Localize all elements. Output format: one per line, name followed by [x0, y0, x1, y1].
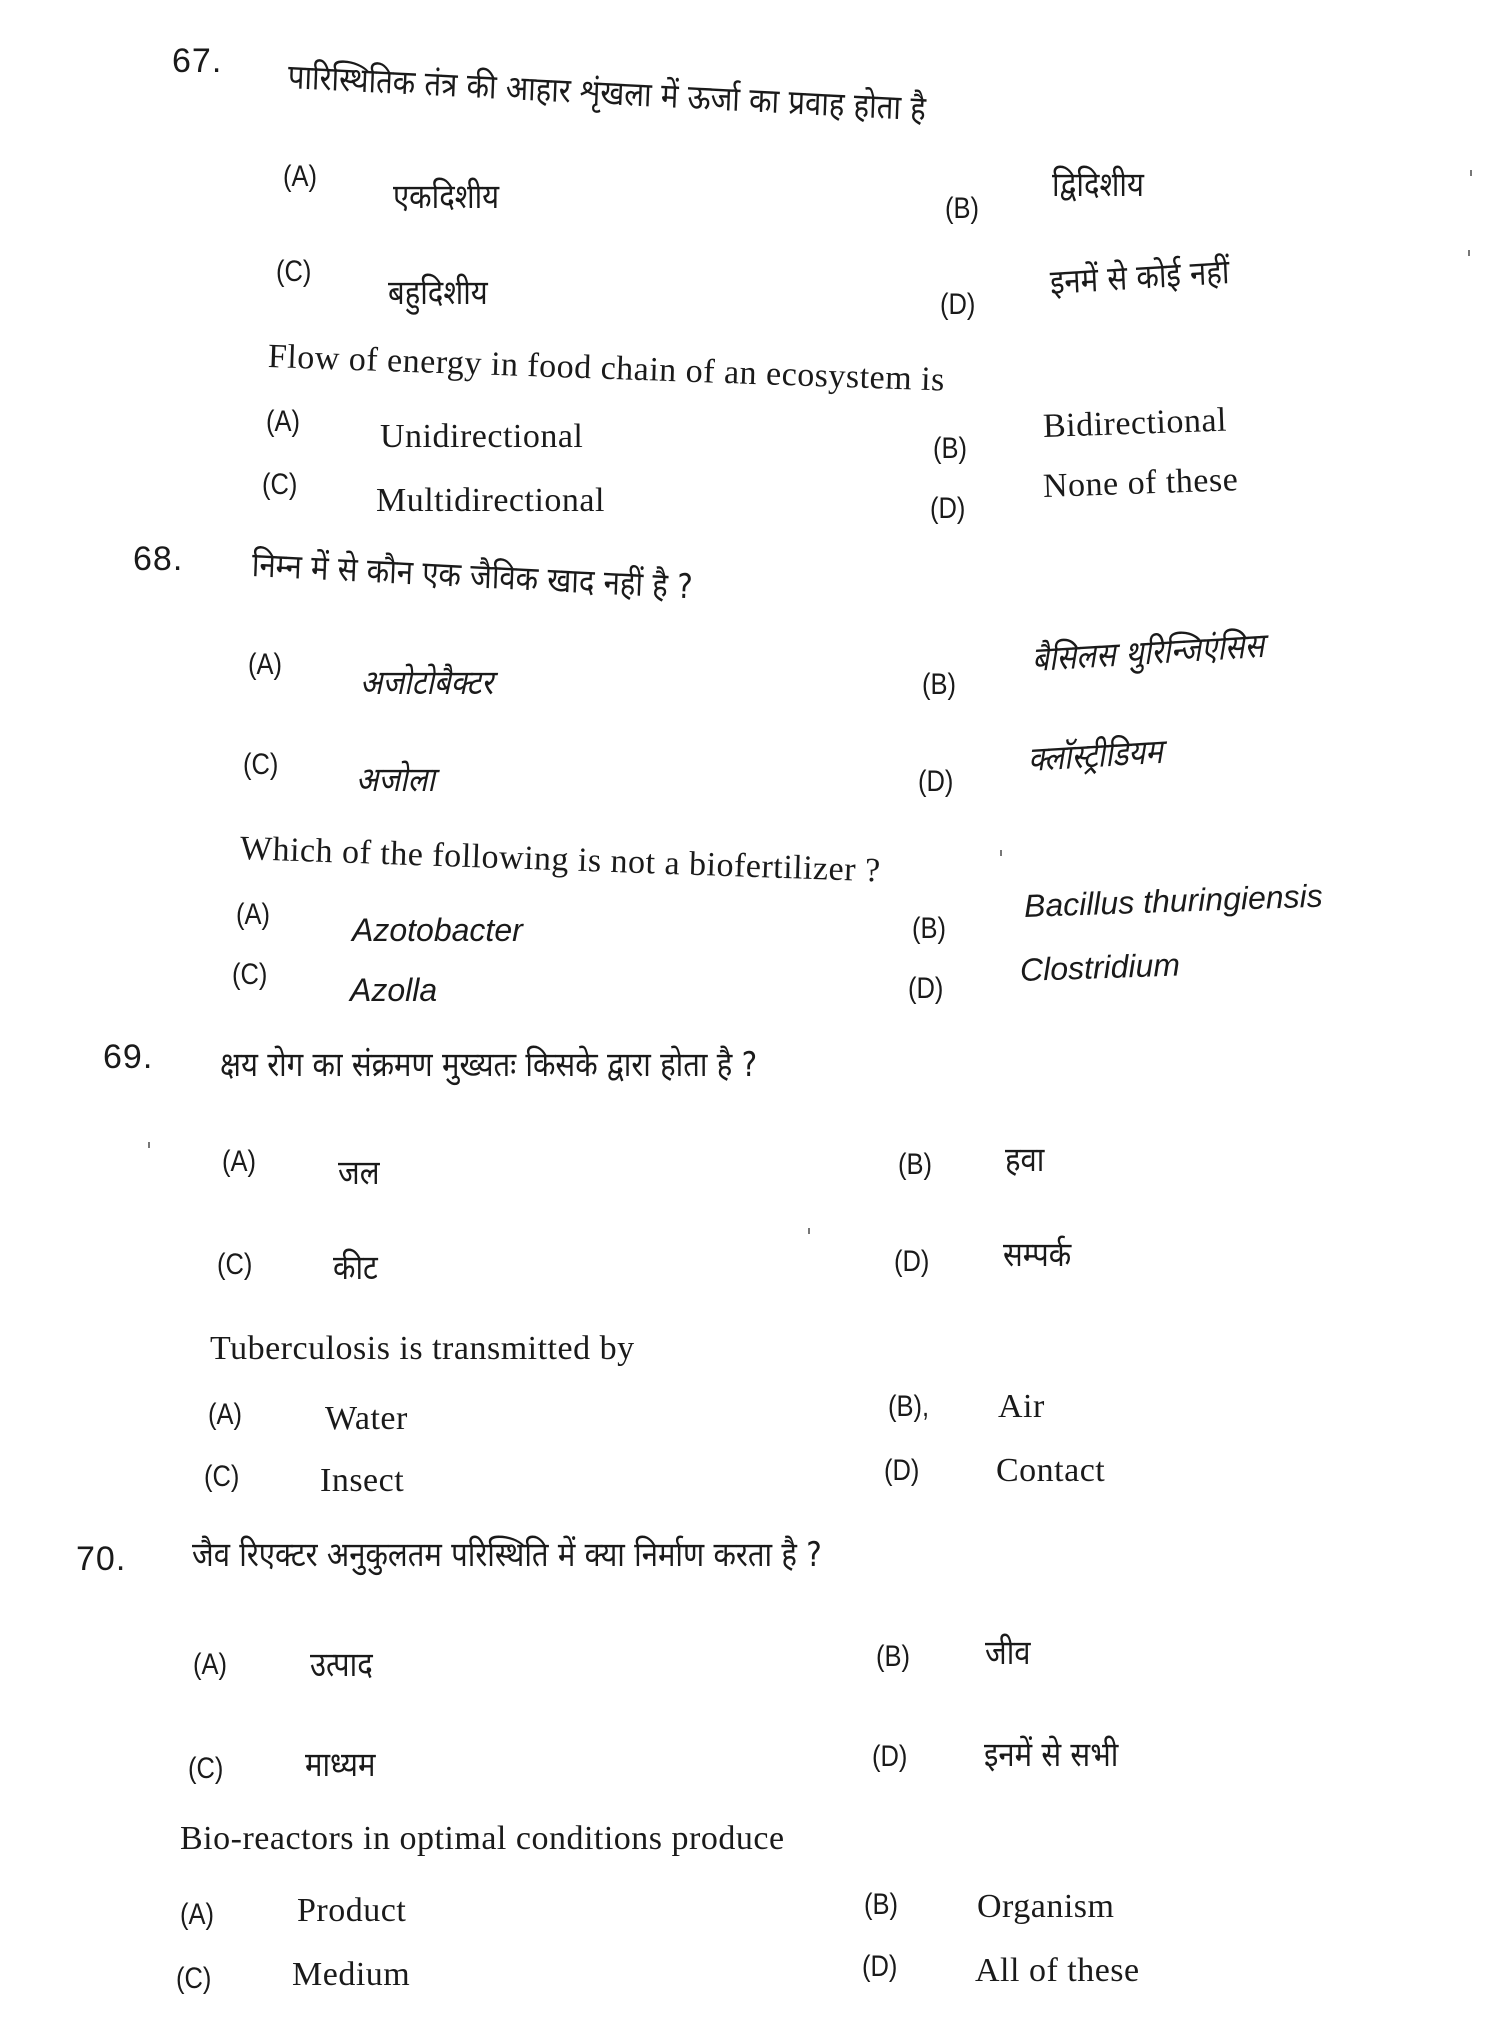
option-label: (A) [283, 160, 317, 193]
option-text: इनमें से कोई नहीं [1049, 252, 1231, 303]
option-label: (C) [204, 1460, 240, 1493]
option-text: Organism [977, 1888, 1115, 1925]
option-text: All of these [975, 1952, 1140, 1989]
option-label: (D) [884, 1454, 920, 1487]
option-text: None of these [1042, 461, 1239, 505]
option-text: इनमें से सभी [984, 1735, 1119, 1775]
option-label: (B), [888, 1390, 930, 1423]
scan-speck [148, 1142, 150, 1148]
option-text: Clostridium [1019, 946, 1181, 988]
option-label: (B) [933, 432, 967, 465]
option-label: (B) [912, 912, 946, 945]
scan-speck [808, 1228, 810, 1234]
option-text: सम्पर्क [1003, 1235, 1072, 1275]
option-label: (D) [872, 1740, 908, 1773]
option-label: (D) [940, 288, 976, 321]
option-label: (C) [232, 958, 268, 991]
option-label: (C) [188, 1752, 224, 1785]
question-text-english: Flow of energy in food chain of an ecosystem is [267, 338, 946, 399]
option-text: Azotobacter [352, 912, 523, 948]
option-text: एकदिशीय [393, 177, 500, 217]
question-text-english: Tuberculosis is transmitted by [210, 1330, 635, 1367]
question-text-hindi: क्षय रोग का संक्रमण मुख्यतः किसके द्वारा होता है ? [220, 1045, 758, 1085]
question-number: 69. [103, 1038, 154, 1076]
option-label: (D) [930, 492, 966, 525]
option-label: (C) [276, 255, 312, 288]
option-text: कीट [333, 1248, 378, 1288]
option-label: (D) [894, 1245, 930, 1278]
question-text-hindi: जैव रिएक्टर अनुकुलतम परिस्थिति में क्या निर्माण करता है ? [192, 1535, 822, 1575]
option-text: Contact [996, 1452, 1106, 1489]
option-text: द्विदिशीय [1052, 165, 1144, 205]
option-text: बैसिलस थुरिन्जिएंसिस [1031, 625, 1266, 680]
option-text: बहुदिशीय [388, 273, 488, 313]
question-number: 67. [172, 42, 223, 80]
option-text: उत्पाद [310, 1645, 373, 1685]
option-text: हवा [1005, 1140, 1045, 1180]
option-text: Product [297, 1892, 407, 1929]
scan-speck [1000, 850, 1002, 856]
option-label: (C) [243, 748, 279, 781]
option-text: Water [325, 1400, 408, 1437]
option-text: क्लॉस्ट्रीडियम [1027, 731, 1164, 780]
option-text: Medium [292, 1956, 411, 1993]
option-label: (A) [193, 1648, 227, 1681]
option-label: (B) [876, 1640, 910, 1673]
option-label: (C) [217, 1248, 253, 1281]
option-label: (A) [222, 1145, 256, 1178]
option-text: Air [998, 1388, 1045, 1425]
option-label: (D) [918, 765, 954, 798]
option-label: (B) [864, 1888, 898, 1921]
option-text: Bidirectional [1042, 401, 1228, 445]
option-text: जीव [985, 1633, 1031, 1673]
question-text-english: Which of the following is not a biofertilizer ? [239, 830, 882, 890]
option-label: (D) [862, 1950, 898, 1983]
question-number: 68. [133, 540, 184, 578]
option-text: माध्यम [305, 1745, 376, 1785]
option-label: (B) [898, 1148, 932, 1181]
option-text: Azolla [350, 972, 438, 1008]
option-label: (D) [908, 972, 944, 1005]
option-label: (A) [248, 648, 282, 681]
question-text-english: Bio-reactors in optimal conditions produce [180, 1820, 785, 1857]
scan-speck [1470, 170, 1472, 176]
option-text: Bacillus thuringiensis [1023, 877, 1324, 924]
option-text: Unidirectional [380, 418, 584, 455]
question-number: 70. [76, 1540, 127, 1578]
option-label: (B) [922, 668, 956, 701]
option-text: Multidirectional [376, 482, 605, 519]
option-label: (C) [176, 1962, 212, 1995]
option-text: Insect [320, 1462, 405, 1499]
scan-speck [1468, 250, 1470, 256]
option-label: (A) [266, 405, 300, 438]
option-label: (A) [208, 1398, 242, 1431]
option-text: अजोटोबैक्टर [360, 663, 494, 703]
option-label: (C) [262, 468, 298, 501]
option-label: (A) [180, 1898, 214, 1931]
option-text: जल [338, 1153, 380, 1193]
option-text: अजोला [356, 760, 436, 800]
option-label: (B) [945, 192, 979, 225]
question-text-hindi: निम्न में से कौन एक जैविक खाद नहीं है ? [251, 545, 694, 608]
question-text-hindi: पारिस्थितिक तंत्र की आहार शृंखला में ऊर्जा का प्रवाह होता है [287, 57, 927, 130]
option-label: (A) [236, 898, 270, 931]
